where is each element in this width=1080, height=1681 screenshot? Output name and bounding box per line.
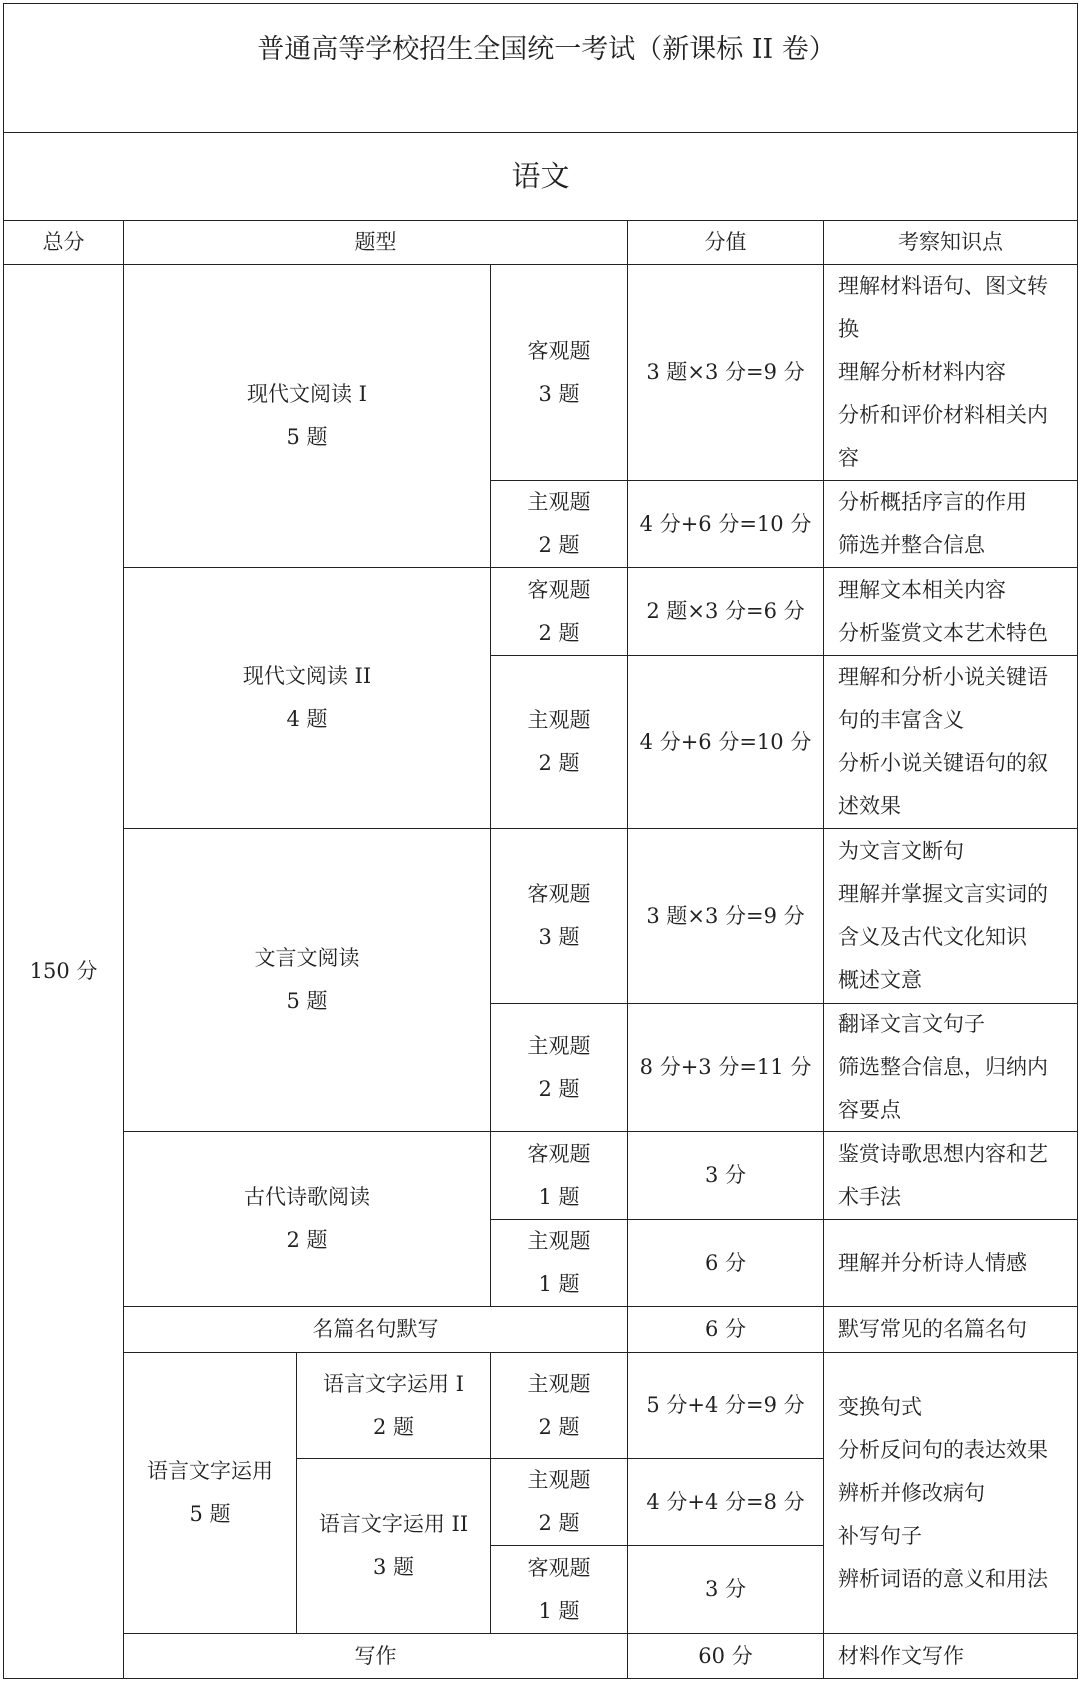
- writing-name-text: 写作: [354, 1643, 397, 1668]
- item-score-text: 4 分+4 分=8 分: [646, 1489, 805, 1514]
- item-count-text: 1 题: [538, 1598, 580, 1623]
- knowledge-line: 换: [838, 317, 859, 341]
- knowledge-line: 分析概括序言的作用: [838, 490, 1027, 514]
- item-knowledge: [824, 1220, 1077, 1306]
- item-score-text: 2 题×3 分=6 分: [646, 599, 805, 623]
- item-count-text: 2 题: [538, 1414, 580, 1439]
- knowledge-line: 术手法: [838, 1184, 901, 1209]
- knowledge-line: 理解材料语句、图文转: [838, 274, 1048, 298]
- header-type: [124, 221, 627, 264]
- item-knowledge: [824, 1132, 1077, 1219]
- item-kind: [491, 1004, 627, 1131]
- header-score: [628, 221, 823, 264]
- section-count-text: 4 题: [286, 707, 328, 731]
- item-kind-text: 客观题: [527, 1141, 591, 1166]
- item-kind-text: 主观题: [527, 490, 591, 514]
- knowledge-line: 材料作文写作: [838, 1643, 964, 1668]
- header-total: [4, 221, 123, 264]
- recitation-knowledge: [824, 1307, 1077, 1352]
- section-name: [124, 829, 490, 1131]
- knowledge-line: 理解并掌握文言实词的: [838, 882, 1048, 906]
- section-count-text: 5 题: [286, 425, 328, 449]
- item-score: [628, 481, 823, 567]
- section-name-text: 现代文阅读 II: [242, 664, 372, 688]
- knowledge-line: 理解并分析诗人情感: [838, 1250, 1027, 1275]
- knowledge-line: 容: [838, 446, 859, 470]
- item-kind: [491, 1220, 627, 1306]
- page-title: [124, 4, 969, 94]
- section-name: [124, 1132, 490, 1306]
- item-score: [628, 1546, 823, 1633]
- part-name-text: 语言文字运用 II: [318, 1512, 469, 1536]
- knowledge-line: 分析和评价材料相关内: [838, 403, 1048, 427]
- item-kind: [491, 1459, 627, 1545]
- knowledge-line: 分析反问句的表达效果: [838, 1437, 1048, 1462]
- border-right: [1077, 3, 1078, 1679]
- knowledge-line: 句的丰富含义: [838, 708, 964, 732]
- header-knowledge: [824, 221, 1077, 264]
- part-count-text: 2 题: [372, 1414, 415, 1439]
- knowledge-line: 鉴赏诗歌思想内容和艺: [838, 1141, 1048, 1166]
- language-use-knowledge: [824, 1353, 1077, 1633]
- section-name-text: 文言文阅读: [254, 946, 360, 970]
- item-kind: [491, 1353, 627, 1458]
- item-knowledge: [824, 1004, 1077, 1131]
- item-score: [628, 265, 823, 480]
- knowledge-line: 翻译文言文句子: [838, 1012, 985, 1036]
- item-score-text: 3 分: [704, 1577, 747, 1601]
- item-knowledge: [824, 829, 1077, 1003]
- recitation-score-text: 6 分: [704, 1317, 747, 1341]
- knowledge-line: 默写常见的名篇名句: [838, 1317, 1027, 1341]
- knowledge-line: 概述文意: [838, 968, 922, 992]
- header-total-text: 总分: [42, 230, 85, 254]
- item-count-text: 3 题: [538, 925, 580, 949]
- item-kind-text: 主观题: [527, 708, 591, 732]
- item-score: [628, 829, 823, 1003]
- item-score-text: 5 分+4 分=9 分: [646, 1393, 805, 1417]
- recitation-name-text: 名篇名句默写: [312, 1317, 439, 1341]
- item-score-text: 6 分: [704, 1250, 747, 1275]
- item-knowledge: [824, 656, 1077, 828]
- item-kind: [491, 1546, 627, 1633]
- writing-knowledge: [824, 1634, 1077, 1678]
- item-score: [628, 656, 823, 828]
- knowledge-line: 补写句子: [838, 1523, 922, 1548]
- knowledge-line: 变换句式: [838, 1394, 922, 1419]
- recitation-name: [124, 1307, 627, 1352]
- item-score: [628, 568, 823, 655]
- item-count-text: 2 题: [538, 751, 580, 775]
- total-score-text: 150 分: [29, 959, 98, 983]
- knowledge-line: 辨析并修改病句: [838, 1480, 985, 1505]
- subject-text: 语文: [511, 159, 570, 193]
- item-score: [628, 1220, 823, 1306]
- item-count-text: 2 题: [538, 1511, 580, 1535]
- item-score-text: 3 题×3 分=9 分: [646, 903, 805, 928]
- knowledge-line: 筛选并整合信息: [838, 533, 985, 557]
- item-count-text: 3 题: [538, 381, 580, 406]
- knowledge-line: 筛选整合信息，归纳内: [838, 1055, 1048, 1079]
- item-score-text: 8 分+3 分=11 分: [639, 1055, 812, 1079]
- item-kind-text: 客观题: [527, 338, 591, 363]
- item-count-text: 2 题: [538, 620, 580, 645]
- header-knowledge-text: 考察知识点: [898, 230, 1003, 254]
- section-count-text: 2 题: [286, 1228, 328, 1252]
- header-type-text: 题型: [354, 230, 397, 254]
- item-score-text: 3 题×3 分=9 分: [646, 360, 805, 384]
- item-score: [628, 1459, 823, 1545]
- knowledge-line: 含义及古代文化知识: [838, 925, 1027, 949]
- section-count-text: 5 题: [286, 989, 328, 1013]
- header-score-text: 分值: [704, 230, 747, 254]
- item-kind-text: 主观题: [527, 1229, 591, 1253]
- knowledge-line: 辨析词语的意义和用法: [838, 1566, 1048, 1591]
- language-part-name: [297, 1353, 490, 1458]
- item-kind: [491, 265, 627, 480]
- item-kind-text: 主观题: [527, 1033, 591, 1058]
- border-bottom: [3, 1678, 1078, 1679]
- recitation-score: [628, 1307, 823, 1352]
- item-count-text: 2 题: [538, 1076, 580, 1101]
- item-count-text: 1 题: [538, 1272, 580, 1296]
- knowledge-line: 容要点: [838, 1098, 901, 1122]
- section-name: [124, 265, 490, 567]
- item-kind-text: 客观题: [527, 882, 591, 906]
- knowledge-line: 为文言文断句: [838, 839, 964, 863]
- knowledge-line: 分析小说关键语句的叙: [838, 751, 1048, 775]
- knowledge-line: 理解分析材料内容: [838, 360, 1006, 384]
- subject-title: [4, 133, 1077, 220]
- item-score-text: 4 分+6 分=10 分: [639, 511, 812, 536]
- language-part-name: [297, 1459, 490, 1633]
- section-name-text: 现代文阅读 I: [247, 382, 367, 406]
- item-knowledge: [824, 265, 1077, 480]
- item-knowledge: [824, 568, 1077, 655]
- item-kind-text: 主观题: [527, 1468, 591, 1492]
- item-count-text: 2 题: [538, 533, 580, 557]
- item-kind: [491, 1132, 627, 1219]
- section-name: [124, 568, 490, 828]
- item-score-text: 3 分: [704, 1163, 747, 1187]
- item-knowledge: [824, 481, 1077, 567]
- item-kind: [491, 656, 627, 828]
- item-kind: [491, 829, 627, 1003]
- knowledge-line: 分析鉴赏文本艺术特色: [838, 620, 1048, 645]
- item-kind-text: 客观题: [527, 577, 591, 602]
- item-score: [628, 1353, 823, 1458]
- item-score-text: 4 分+6 分=10 分: [639, 729, 812, 754]
- part-name-text: 语言文字运用 I: [323, 1371, 464, 1396]
- item-kind: [491, 481, 627, 567]
- knowledge-line: 理解文本相关内容: [838, 577, 1006, 602]
- item-score: [628, 1132, 823, 1219]
- section-name-text: 古代诗歌阅读: [244, 1185, 370, 1209]
- page-title-text: 普通高等学校招生全国统一考试（新课标 II 卷）: [257, 33, 836, 65]
- total-score: [4, 265, 123, 1678]
- writing-score-text: 60 分: [698, 1643, 753, 1668]
- language-use-name: [124, 1353, 296, 1633]
- item-score: [628, 1004, 823, 1131]
- item-kind-text: 客观题: [527, 1555, 591, 1580]
- knowledge-line: 述效果: [838, 794, 901, 818]
- writing-name: [124, 1634, 627, 1678]
- part-count-text: 3 题: [372, 1555, 415, 1579]
- item-count-text: 1 题: [538, 1184, 580, 1209]
- item-kind: [491, 568, 627, 655]
- section-count-text: 5 题: [189, 1502, 231, 1526]
- section-name-text: 语言文字运用: [147, 1459, 273, 1483]
- item-kind-text: 主观题: [527, 1371, 591, 1396]
- knowledge-line: 理解和分析小说关键语: [838, 665, 1048, 689]
- writing-score: [628, 1634, 823, 1678]
